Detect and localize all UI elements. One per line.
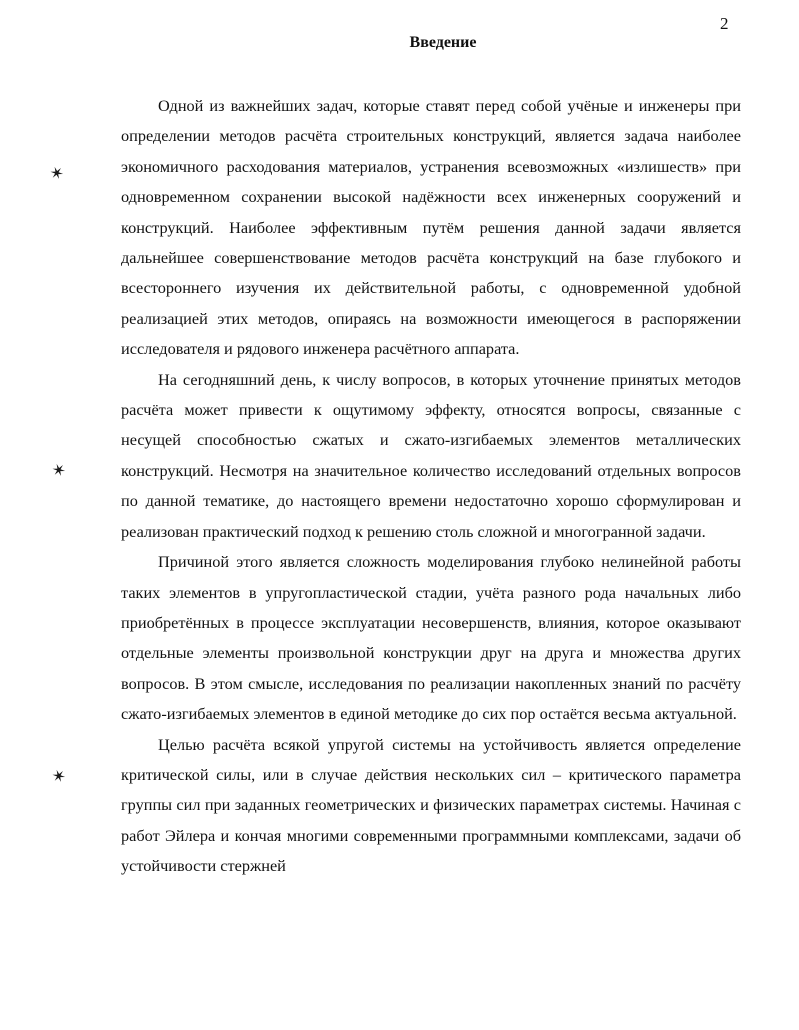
margin-mark-1: ✶ bbox=[47, 162, 68, 185]
body-text bbox=[121, 91, 741, 882]
page-number: 2 bbox=[720, 14, 729, 33]
margin-mark-2: ✶ bbox=[49, 459, 70, 482]
paragraph-3: Причиной этого является сложность моделирования глубоко нелинейной работы таких элементов в упругопластической стадии, учёта разного рода начальных либо приобретённых в процессе эксплуатации несовершенств, влияния, которое оказывают отдельные элементы произвольной конструкции друг на друга и множества других вопросов. В этом смысле, исследования по реализации накопленных знаний по расчёту сжато-изгибаемых элементов в единой методике до сих пор остаётся весьма актуальной. bbox=[121, 552, 741, 724]
page-title: Введение bbox=[409, 34, 477, 51]
paragraph-1: Одной из важнейших задач, которые ставят перед собой учёные и инженеры при определении методов расчёта строительных конструкций, является задача наиболее экономичного расходования материалов, устранения всевозможных «излишеств» при одновременном сохранении высокой надёжности всех инженерных сооружений и конструкций. Наиболее эффективным путём решения данной задачи является дальнейшее совершенствование методов расчёта конструкций на базе глубокого и всестороннего изучения их действительной работы, с одновременной удобной реализацией этих методов, опираясь на возможности имеющегося в распоряжении исследователя и рядового инженера расчётного аппарата. bbox=[121, 96, 741, 359]
paragraph-4: Целью расчёта всякой упругой системы на устойчивость является определение критической силы, или в случае действия нескольких сил – критического параметра группы сил при заданных геометрических и физических параметрах системы. Начиная с работ Эйлера и кончая многими современными программными комплексами, задачи об устойчивости стержней bbox=[121, 734, 741, 876]
paragraph-2: На сегодняшний день, к числу вопросов, в которых уточнение принятых методов расчёта может привести к ощутимому эффекту, относятся вопросы, связанные с несущей способностью сжатых и сжато-изгибаемых элементов металлических конструкций. Несмотря на значительное количество исследований отдельных вопросов по данной тематике, до настоящего времени недостаточно хорошо сформулирован и реализован практический подход к решению столь сложной и многогранной задачи. bbox=[121, 369, 741, 541]
margin-mark-3: ✶ bbox=[49, 765, 70, 788]
